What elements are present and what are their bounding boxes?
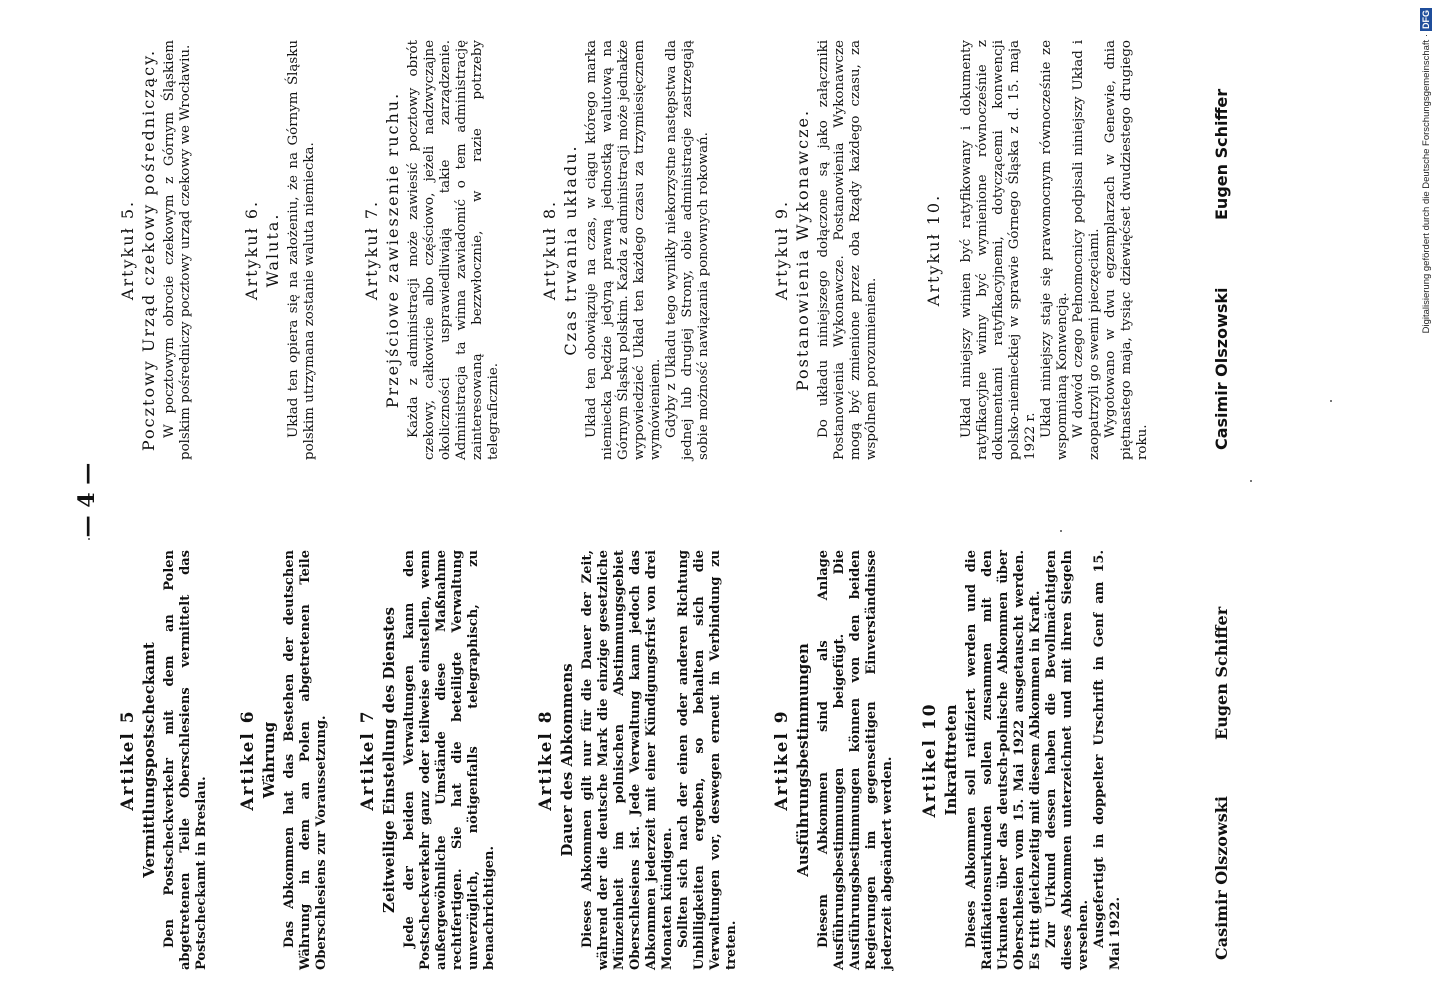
dfg-credit (1420, 8, 1434, 392)
article-paragraph: Układ ten obowiązuje na czas, w ciągu którego marka niemiecka będzie jedyną prawną jednostką walutową na Górnym Śląsku polskim. Każda z administracji może jednakże wypowiedzieć Układ ten każdego czasu za trzymiesięcznem wymówieniem. (584, 40, 663, 460)
polish-article-10 (924, 40, 1151, 460)
scan-speck (1250, 480, 1252, 482)
article-number: Artykuł 9. (772, 199, 791, 301)
article-paragraph: Każda z administracji może zawiesić pocztowy obrót czekowy, całkowicie albo częściowo, jeżeli nadzwyczajne okoliczności usprawiedliwiają takie zarządzenie. Administracja ta winna zawiadomić o tem administrację zainteresowaną bezzwłocznie, w razie potrzeby telegraficznie. (406, 40, 501, 460)
article-number: Artikel 10 (920, 702, 940, 818)
article-number: Artykuł 5. (118, 199, 137, 301)
article-paragraph: Ausgefertigt in doppelter Urschrift in Genf am 15. Mai 1922. (1092, 550, 1123, 970)
article-paragraph: Zur Urkund dessen haben die Bevollmächtigten dieses Abkommen unterzeichnet und mit ihren Siegeln versehen. (1044, 550, 1091, 970)
signature-schiffer: Eugen Schiffer (1212, 88, 1231, 220)
article-paragraph: Wygotowano w dwu egzemplarzach w Genewie, dnia piętnastego maja, tysiąc dziewięćset dwudziestego drugiego roku. (1103, 40, 1150, 460)
german-article-5 (118, 550, 210, 970)
article-title: Vermittlungspostscheckamt (140, 642, 158, 878)
article-title: Ausführungsbestimmungen (794, 643, 812, 877)
scan-speck (88, 538, 90, 540)
polish-text-column (0, 40, 1434, 460)
article-number: Artykuł 8. (540, 199, 559, 301)
german-article-6 (238, 550, 330, 970)
article-title: Dauer des Abkommens (558, 663, 576, 857)
german-article-10 (920, 550, 1124, 970)
german-text-column (0, 550, 1434, 970)
signature-olszowski: Casimir Olszowski (1212, 796, 1231, 960)
credit-text: Digitalisierung gefördert durch die Deutsche Forschungsgemeinschaft · (1421, 34, 1432, 334)
polish-article-6 (242, 40, 318, 460)
article-paragraph: Dieses Abkommen gilt nur für die Dauer der Zeit, während der die deutsche Mark die einzige gesetzliche Münzeinheit im polnischen Abstimmungsgebiet Oberschlesiens ist. Jede Verwaltung kann jedoch das Abkommen jederzeit mit einer Kündigungsfrist von drei Monaten kündigen. (580, 550, 675, 970)
article-paragraph: Układ niniejszy staje się prawomocnym równocześnie ze wspomnianą Konwencją. (1039, 40, 1070, 460)
article-paragraph: Jede der beiden Verwaltungen kann den Postscheckverkehr ganz oder teilweise einstellen, wenn außergewöhnliche Umstände diese Maßnahme rechtfertigen. Sie hat die beteiligte Verwaltung unverzüglich, nötigenfalls telegraphisch, zu benachrichtigen. (402, 550, 497, 970)
article-title: Postanowienia Wykonawcze. (793, 108, 812, 392)
german-article-7 (358, 550, 498, 970)
article-number: Artikel 8 (536, 709, 556, 811)
article-paragraph: Dieses Abkommen soll ratifiziert werden und die Ratifikationsurkunden sollen zusammen mit den Urkunden über das deutsch-polnische Abkommen über Oberschlesien vom 15. Mai 1922 ausgetauscht werden. Es tritt gleichzeitig mit diesem Abkommen in Kraft. (964, 550, 1043, 970)
article-number: Artikel 9 (772, 709, 792, 811)
article-number: Artykuł 6. (242, 199, 261, 301)
signature-schiffer: Eugen Schiffer (1212, 606, 1231, 740)
article-number: Artykuł 10. (924, 193, 943, 307)
article-title: Przejściowe zawieszenie ruchu. (383, 91, 402, 409)
article-title: Pocztowy Urząd czekowy pośredniczący. (139, 48, 158, 452)
article-number: Artikel 5 (118, 709, 138, 811)
signature-olszowski: Casimir Olszowski (1212, 287, 1231, 450)
polish-article-5 (118, 40, 194, 460)
polish-article-9 (772, 40, 880, 460)
article-paragraph: Układ ten opiera się na założeniu, że na Górnym Śląsku polskim utrzymana zostanie waluta niemiecka. (286, 40, 317, 460)
article-paragraph: Układ niniejszy winien być ratyfikowany i dokumenty ratyfikacyjne winny być wymienione równocześnie z dokumentami ratyfikacyjnemi, dotyczącemi konwencji polsko-niemieckiej w sprawie Górnego Śląska z d. 15. maja 1922 r. (959, 40, 1038, 460)
article-title: Zeitweilige Einstellung des Dienstes (380, 607, 398, 914)
scan-speck (1060, 530, 1062, 532)
article-title: Währung (260, 721, 278, 799)
article-paragraph: W pocztowym obrocie czekowym z Górnym Śląskiem polskim pośredniczy pocztowy urząd czekowy we Wrocławiu. (162, 40, 193, 460)
polish-article-7 (362, 40, 502, 460)
article-paragraph: W dowód czego Pełnomocnicy podpisali niniejszy Układ i zaopatrzyli go swemi pieczęciami. (1071, 40, 1102, 460)
article-title: Czas trwania układu. (561, 144, 580, 356)
article-paragraph: Diesem Abkommen sind als Anlage Ausführungsbestimmungen beigefügt. Die Ausführungsbestimmungen können von den beiden Regierungen im gegenseitigen Einverständnisse jederzeit abgeändert werden. (816, 550, 895, 970)
article-title: Inkrafttreten (942, 704, 960, 816)
article-paragraph: Do układu niniejszego dołączone są jako załączniki Postanowienia Wykonawcze. Postanowienia Wykonawcze mogą być zmienione przez oba Rządy każdego czasu, za wspólnem porozumieniem. (816, 40, 879, 460)
article-title: Waluta. (263, 212, 282, 288)
article-number: Artikel 7 (358, 709, 378, 811)
article-paragraph: Den Postscheckverkehr mit dem an Polen abgetretenen Teile Oberschlesiens vermittelt das Postscheckamt in Breslau. (162, 550, 209, 970)
scan-speck (1330, 400, 1332, 402)
article-paragraph: Sollten sich nach der einen oder anderen Richtung Unbilligkeiten ergeben, so behalten sich die Verwaltungen vor, deswegen erneut in Verbindung zu treten. (676, 550, 739, 970)
article-paragraph: Gdyby z Układu tego wynikły niekorzystne następstwa dla jednej lub drugiej Strony, obie administracje zastrzegają sobie możność nawiązania ponownych rokowań. (664, 40, 711, 460)
page-number: — 4 — (74, 462, 100, 538)
german-article-9 (772, 550, 896, 970)
article-number: Artikel 6 (238, 709, 258, 811)
article-number: Artykuł 7. (362, 199, 381, 301)
polish-article-8 (540, 40, 712, 460)
dfg-logo: DFG (1421, 10, 1431, 29)
article-paragraph: Das Abkommen hat das Bestehen der deutschen Währung in dem an Polen abgetretenen Teile Oberschlesiens zur Voraussetzung. (282, 550, 329, 970)
german-article-8 (536, 550, 740, 970)
